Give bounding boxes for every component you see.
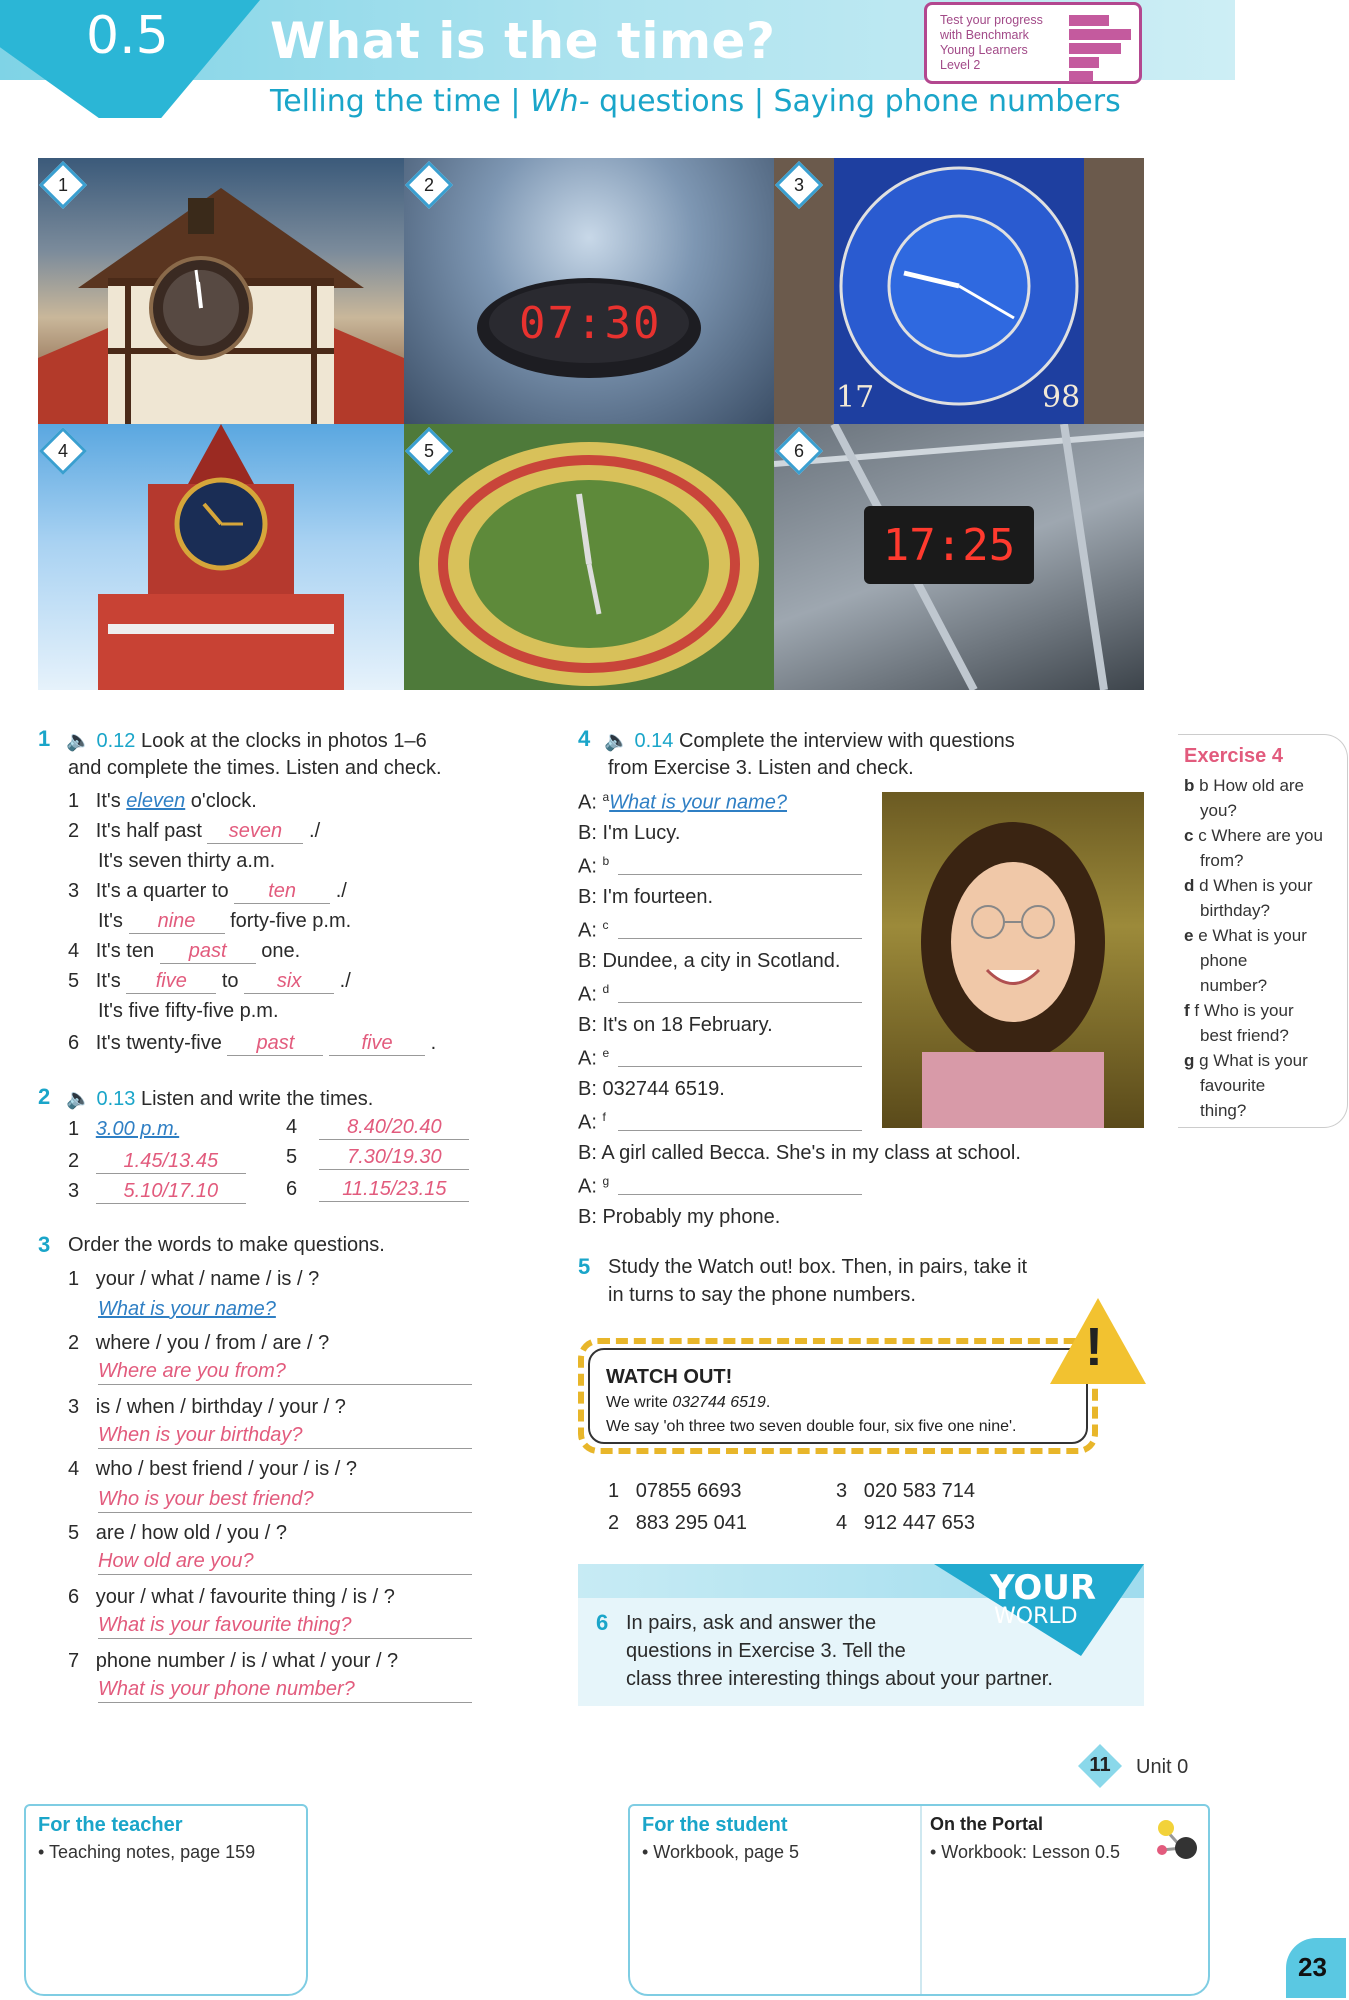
phone-3: 3 020 583 714 [836, 1480, 976, 1502]
page-title: What is the time? [270, 12, 776, 70]
ex1-item-3: 3 It's a quarter to ten ./ [68, 880, 347, 902]
note-title: Exercise 4 [1184, 745, 1283, 767]
audio-icon: 🔈 [604, 730, 629, 752]
watch-out-l2: We say 'oh three two seven double four, six five one nine'. [606, 1418, 1017, 1435]
ex4-number: 4 [578, 726, 591, 751]
ex5-number: 5 [578, 1254, 591, 1279]
ex4-a-e: A: $^e$ [578, 1046, 610, 1070]
ex4-a-g: A: $^g$ [578, 1174, 610, 1198]
portal-item: • Workbook: Lesson 0.5 [930, 1842, 1121, 1862]
ex4-b-2: B: I'm fourteen. [578, 886, 714, 908]
ex1-number: 1 [38, 726, 51, 751]
phone-1: 1 07855 6693 [608, 1480, 742, 1502]
ex3-answer-7: What is your phone number? [98, 1678, 355, 1700]
ex4-b-7: B: Probably my phone. [578, 1206, 781, 1228]
ex3-prompt-5: 5 are / how old / you / ? [68, 1522, 288, 1544]
ex5-instruction: Study the Watch out! box. Then, in pairs, take it [608, 1256, 1028, 1278]
teacher-title: For the teacher [38, 1814, 183, 1836]
photo-digital-alarm: 2 07:30 [404, 158, 774, 424]
phone-2: 2 883 295 041 [608, 1512, 748, 1534]
teacher-box [24, 1804, 308, 1996]
student-title: For the student [642, 1814, 788, 1836]
ex1-instruction: 🔈 0.12 Look at the clocks in photos 1–6 [66, 730, 427, 752]
ex5-instruction-l2: in turns to say the phone numbers. [608, 1284, 916, 1306]
ex1-item-2: 2 It's half past seven ./ [68, 820, 321, 842]
ex2-item-4: 4 8.40/20.40 [286, 1116, 469, 1140]
ex4-b-3: B: Dundee, a city in Scotland. [578, 950, 841, 972]
photo-flower-clock: 5 [404, 424, 774, 690]
ex1-item-5b: It's five fifty-five p.m. [98, 1000, 279, 1022]
year-left: 17 [836, 380, 875, 415]
clock-photos [38, 158, 1144, 690]
your-world-l2: WORLD [994, 1604, 1078, 1629]
page-subtitle: Telling the time | Wh- questions | Saying phone numbers [270, 84, 1121, 119]
alarm-display: 07:30 [519, 298, 662, 349]
unit-label: Unit 0 [1136, 1756, 1189, 1778]
ex3-answer-4: Who is your best friend? [98, 1488, 314, 1510]
photo-blue-clock: 3 17 98 [774, 158, 1144, 424]
portal-icon [1152, 1812, 1202, 1862]
ex4-b-6: B: A girl called Becca. She's in my class at school. [578, 1142, 1021, 1164]
unit-tab [1078, 1744, 1198, 1788]
ex3-instruction: Order the words to make questions. [68, 1234, 385, 1256]
year-right: 98 [1042, 380, 1081, 415]
ex3-prompt-7: 7 phone number / is / what / your / ? [68, 1650, 399, 1672]
ex2-item-2: 2 1.45/13.45 [68, 1150, 246, 1174]
your-world-l1: YOUR [990, 1568, 1097, 1608]
ex3-prompt-2: 2 where / you / from / are / ? [68, 1332, 330, 1354]
ex3-answer-6: What is your favourite thing? [98, 1614, 352, 1636]
ex4-a-d: A: $^d$ [578, 982, 610, 1006]
watch-out-l1: We write 032744 6519. [606, 1394, 771, 1411]
phone-4: 4 912 447 653 [836, 1512, 976, 1534]
ex4-b-5: B: 032744 6519. [578, 1078, 725, 1100]
ex2-instruction: 🔈 0.13 Listen and write the times. [66, 1088, 374, 1110]
photo-cuckoo-clock: 1 [38, 158, 404, 424]
ex4-b-1: B: I'm Lucy. [578, 822, 681, 844]
ex1-item-6: 6 It's twenty-five past five . [68, 1032, 437, 1054]
watch-out-title: WATCH OUT! [606, 1366, 733, 1388]
ex4-instruction: 🔈 0.14 Complete the interview with questions [604, 730, 1015, 752]
ex1-instruction-l2: and complete the times. Listen and check. [68, 757, 442, 779]
ex6-number: 6 [596, 1610, 609, 1635]
portal-title: On the Portal [930, 1814, 1044, 1834]
ex4-a-b: A: $^b$ [578, 854, 610, 878]
audio-icon: 🔈 [66, 1088, 91, 1110]
exclamation-icon: ! [1085, 1317, 1103, 1377]
ex1-item-1: 1 It's eleven o'clock. [68, 790, 257, 812]
note-lines: b b How old are you? c c Where are you from? d d When is your birthday? e e What is your phone number? f f Who is your best friend? g g What is your favourite thing? [1184, 776, 1323, 1120]
lesson-number: 0.5 [86, 6, 169, 66]
unit-page: 11 [1089, 1754, 1111, 1776]
ex3-answer-1: What is your name? [98, 1298, 276, 1320]
ex3-prompt-1: 1 your / what / name / is / ? [68, 1268, 320, 1290]
ex2-item-1: 1 3.00 p.m. [68, 1118, 180, 1140]
page-number: 23 [1298, 1952, 1327, 1982]
ex3-answer-5: How old are you? [98, 1550, 254, 1572]
student-portal-box [628, 1804, 1210, 1996]
student-item: • Workbook, page 5 [642, 1842, 800, 1862]
ex2-number: 2 [38, 1084, 51, 1109]
ex3-answer-3: When is your birthday? [98, 1424, 303, 1446]
progress-bars-icon [1069, 15, 1131, 85]
ex1-item-3b: It's nine forty-five p.m. [98, 910, 352, 932]
photo-girl [882, 792, 1144, 1128]
ex4-a-a: A: $^a$What is your name? [578, 790, 788, 814]
ex2-item-3: 3 5.10/17.10 [68, 1180, 246, 1204]
ex1-item-2b: It's seven thirty a.m. [98, 850, 276, 872]
ex6-line-3: class three interesting things about your partner. [626, 1668, 1053, 1690]
photo-kremlin-tower: 4 [38, 424, 404, 690]
ex3-prompt-6: 6 your / what / favourite thing / is / ? [68, 1586, 395, 1608]
photo-station-clock: 6 17:25 [774, 424, 1144, 690]
test-progress-box: Test your progress with Benchmark Young Learners Level 2 [924, 2, 1142, 84]
ex4-b-4: B: It's on 18 February. [578, 1014, 773, 1036]
ex2-item-6: 6 11.15/23.15 [286, 1178, 469, 1202]
ex1-item-5: 5 It's five to six ./ [68, 970, 351, 992]
station-display: 17:25 [882, 520, 1016, 571]
ex4-a-f: A: $^f$ [578, 1110, 606, 1134]
ex3-prompt-4: 4 who / best friend / your / is / ? [68, 1458, 358, 1480]
ex1-item-4: 4 It's ten past one. [68, 940, 301, 962]
ex3-prompt-3: 3 is / when / birthday / your / ? [68, 1396, 346, 1418]
ex3-answer-2: Where are you from? [98, 1360, 286, 1382]
ex6-line-2: questions in Exercise 3. Tell the [626, 1640, 906, 1662]
ex3-number: 3 [38, 1232, 51, 1257]
ex6-line-1: In pairs, ask and answer the [626, 1612, 877, 1634]
audio-icon: 🔈 [66, 730, 91, 752]
ex2-item-5: 5 7.30/19.30 [286, 1146, 469, 1170]
ex4-a-c: A: $^c$ [578, 918, 609, 942]
watch-out-box [578, 1338, 1098, 1454]
exercise-4-answer-note [1178, 734, 1348, 1128]
teacher-item: • Teaching notes, page 159 [38, 1842, 256, 1862]
ex4-instruction-l2: from Exercise 3. Listen and check. [608, 757, 914, 779]
